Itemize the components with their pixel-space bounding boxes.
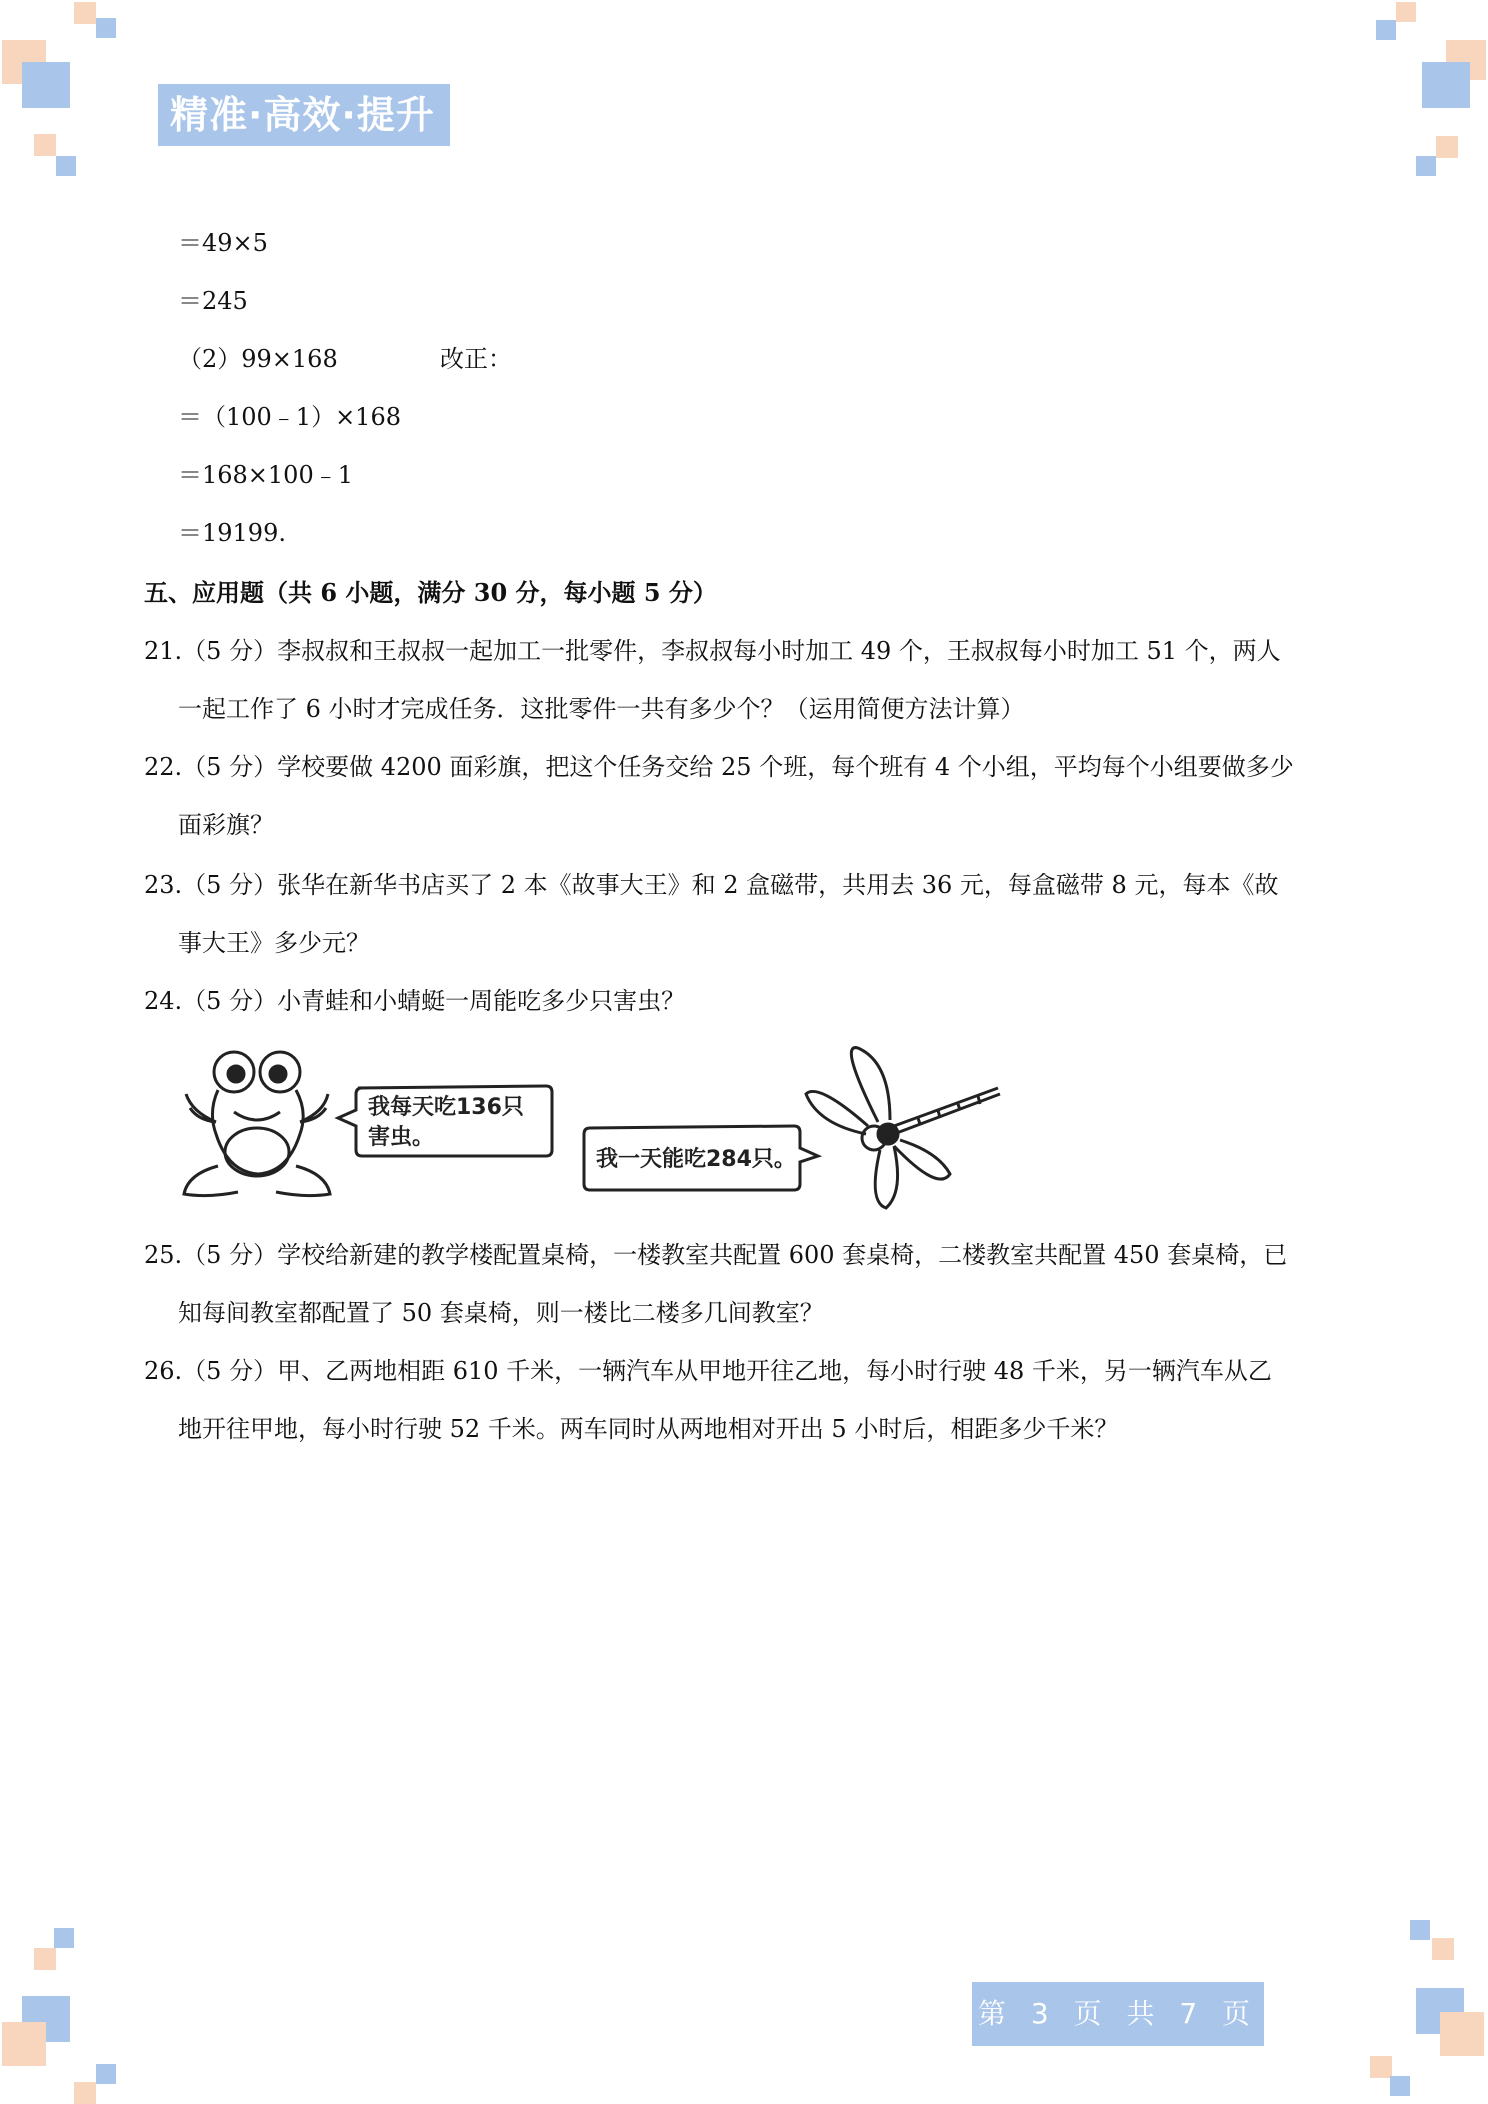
calc-line-1: ＝49×5 [178, 229, 268, 257]
frog-bubble-line-2: 害虫。 [368, 1125, 435, 1150]
frog-bubble-line-1: 我每天吃136只 [368, 1095, 524, 1120]
section-heading: 五、应用题（共 6 小题，满分 30 分，每小题 5 分） [144, 578, 717, 607]
frog-icon [184, 1052, 330, 1196]
question-25-line-1: 25.（5 分）学校给新建的教学楼配置桌椅，一楼教室共配置 600 套桌椅，二楼教室共配置 450 套桌椅，已 [144, 1241, 1288, 1269]
question-24-line-1: 24.（5 分）小青蛙和小蜻蜓一周能吃多少只害虫？ [144, 987, 686, 1015]
calc-line-2: ＝245 [178, 287, 248, 315]
frog-dragonfly-illustration [178, 1042, 1018, 1214]
question-26-line-1: 26.（5 分）甲、乙两地相距 610 千米，一辆汽车从甲地开往乙地，每小时行驶 48 千米，另一辆汽车从乙 [144, 1357, 1272, 1385]
calc-line-4: ＝（100﹣1）×168 [178, 403, 401, 431]
header-badge: 精准·高效·提升 [158, 84, 450, 146]
calc-line-6: ＝19199. [178, 519, 286, 547]
calc-line-3: （2）99×168 [178, 345, 338, 373]
correction-label: 改正： [440, 345, 512, 373]
question-23-line-2: 事大王》多少元？ [178, 929, 370, 957]
question-21-line-2: 一起工作了 6 小时才完成任务．这批零件一共有多少个？（运用简便方法计算） [178, 695, 1025, 723]
question-21-line-1: 21.（5 分）李叔叔和王叔叔一起加工一批零件，李叔叔每小时加工 49 个，王叔叔每小时加工 51 个，两人 [144, 637, 1281, 665]
calc-line-5: ＝168×100﹣1 [178, 461, 353, 489]
question-22-line-1: 22.（5 分）学校要做 4200 面彩旗，把这个任务交给 25 个班，每个班有 4 个小组，平均每个小组要做多少 [144, 753, 1294, 781]
page-number-badge: 第 3 页 共 7 页 [972, 1982, 1264, 2046]
question-25-line-2: 知每间教室都配置了 50 套桌椅，则一楼比二楼多几间教室？ [178, 1299, 824, 1327]
dragonfly-bubble-text: 我一天能吃284只。 [596, 1147, 796, 1172]
dragonfly-icon [806, 1048, 1000, 1208]
question-23-line-1: 23.（5 分）张华在新华书店买了 2 本《故事大王》和 2 盒磁带，共用去 36 元，每盒磁带 8 元，每本《故 [144, 871, 1279, 899]
question-22-line-2: 面彩旗？ [178, 811, 274, 839]
question-26-line-2: 地开往甲地，每小时行驶 52 千米。两车同时从两地相对开出 5 小时后，相距多少千米？ [178, 1415, 1119, 1443]
